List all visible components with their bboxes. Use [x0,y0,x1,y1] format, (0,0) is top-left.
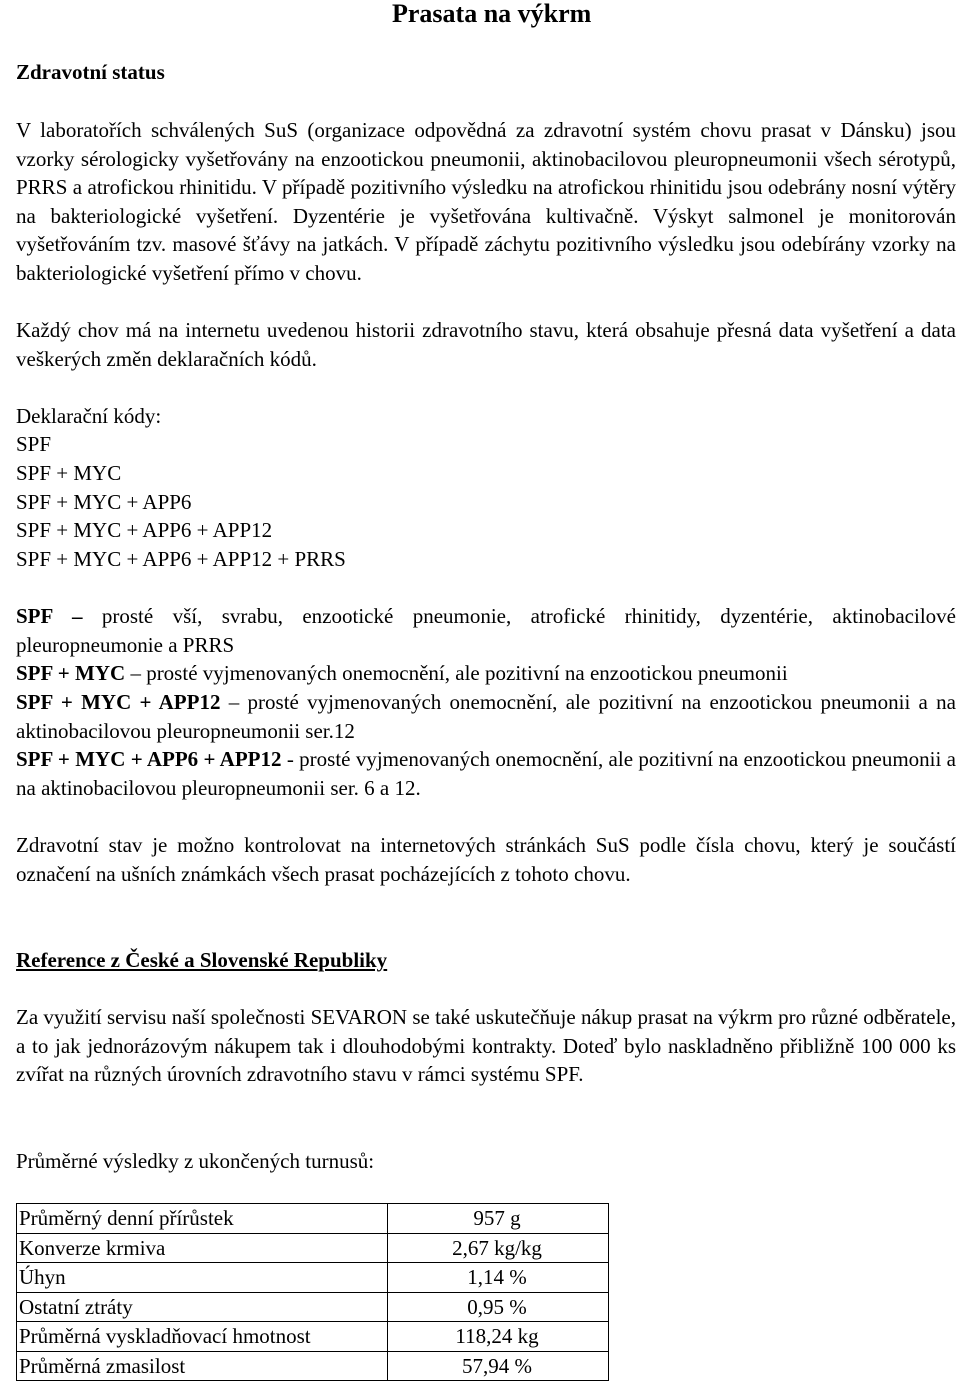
table-cell-value: 957 g [388,1204,609,1234]
table-row [17,1351,609,1381]
health-paragraph-2: Každý chov má na internetu uvedenou historii zdravotního stavu, která obsahuje přesná data vyšetření a data veškerých změn deklaračních kódů. [16,318,956,371]
table-cell-value: 2,67 kg/kg [388,1233,609,1263]
table-cell-value: 57,94 % [388,1351,609,1381]
code-list-item: SPF + MYC + APP6 [16,490,192,514]
table-cell-value: 118,24 kg [388,1322,609,1352]
code-list-item: SPF + MYC [16,461,122,485]
definition-item [16,602,956,659]
health-paragraph-1-text: V laboratořích schválených SuS (organizace odpovědná za zdravotní systém chovu prasat v Dánsku) jsou vzorky sérologicky vyšetřovány na enzootickou pneumonii, aktinobacilovou pleuropneumonii všech sérotypů, PRRS a atrofickou rhinitidu. V případě pozitivního výsledku na atrofickou rhinitidu jsou odebrány nosní výtěry na bakteriologické vyšetření. Dyzentérie je vyšetřována kultivačně. Výskyt salmonel je monitorován vyšetřováním tzv. masové šťávy na jatkách. V případě záchytu pozitivního výsledku jsou odebírány vzorky na bakteriologické vyšetření přímo v chovu. [16,118,956,285]
references-paragraph: Za využití servisu naší společnosti SEVARON se také uskutečňuje nákup prasat na výkrm pro různé odběratele, a to jak jednorázovým nákupem tak i dlouhodobými kontrakty. Doteď bylo naskladněno přibližně 100 000 ks zvířat na různých úrovních zdravotního stavu v rámci systému SPF. [16,1005,956,1086]
definition-item [16,688,956,745]
table-cell-value: 0,95 % [388,1292,609,1322]
table-row [17,1233,609,1263]
definition-text: – prosté vyjmenovaných onemocnění, ale pozitivní na enzootickou pneumonii [125,661,788,685]
table-cell-label: Úhyn [17,1263,388,1293]
table-cell-label: Průměrná zmasilost [17,1351,388,1381]
definition-code: SPF + MYC [16,661,126,685]
definition-text: - prosté vyjmenovaných onemocnění, ale pozitivní na enzootickou pneumonii a na aktinobacilovou pleuropneumonii ser. 6 a 12. [16,747,956,800]
table-row [17,1204,609,1234]
table-cell-value: 1,14 % [388,1263,609,1293]
code-list-item: SPF + MYC + APP6 + APP12 + PRRS [16,547,346,571]
health-status-heading: Zdravotní status [16,60,165,84]
code-list-item: SPF + MYC + APP6 + APP12 [16,518,273,542]
table-cell-label: Konverze krmiva [17,1233,388,1263]
declaration-codes-label: Deklarační kódy: [16,404,162,428]
results-table [16,1203,609,1381]
document-title: Prasata na výkrm [392,0,592,28]
definition-code: SPF + MYC + APP12 [16,690,221,714]
table-cell-label: Průměrná vyskladňovací hmotnost [17,1322,388,1352]
definition-item [16,659,956,688]
references-heading: Reference z České a Slovenské Republiky [16,948,388,972]
health-paragraph-3: Zdravotní stav je možno kontrolovat na internetových stránkách SuS podle čísla chovu, který je součástí označení na ušních známkách všech prasat pocházejících z tohoto chovu. [16,833,956,886]
code-list-item: SPF [16,432,52,456]
table-row [17,1322,609,1352]
table-row [17,1263,609,1293]
definition-code: SPF + MYC + APP6 + APP12 [16,747,282,771]
definition-code: SPF – [16,604,83,628]
health-paragraph-1 [16,116,956,287]
table-cell-label: Průměrný denní přírůstek [17,1204,388,1234]
table-row [17,1292,609,1322]
results-label: Průměrné výsledky z ukončených turnusů: [16,1149,375,1173]
definition-item [16,745,956,802]
definition-text: – prosté vyjmenovaných onemocnění, ale pozitivní na enzootickou pneumonii a na aktinobacilovou pleuropneumonii ser.12 [16,690,956,743]
definition-text: prosté vší, svrabu, enzootické pneumonie, atrofické rhinitidy, dyzentérie, aktinobacilové pleuropneumonie a PRRS [16,604,956,657]
table-cell-label: Ostatní ztráty [17,1292,388,1322]
